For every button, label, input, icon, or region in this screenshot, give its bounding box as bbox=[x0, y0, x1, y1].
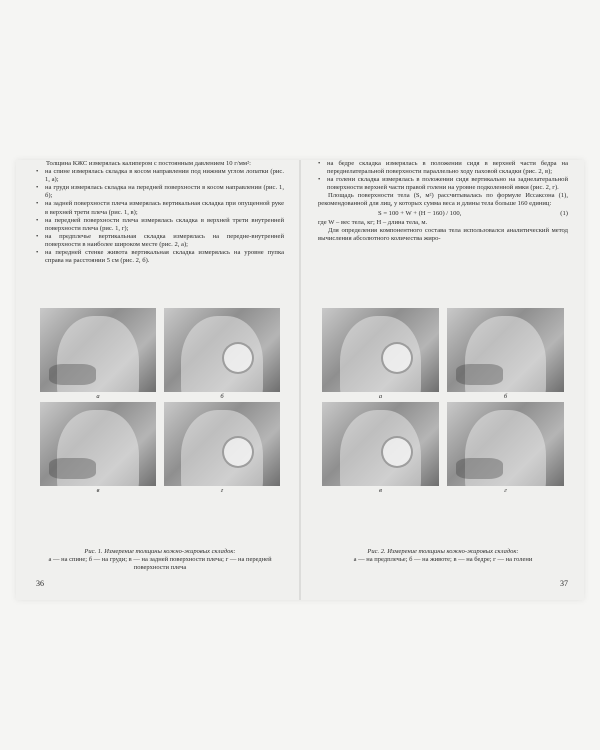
figure-1-photos bbox=[40, 308, 280, 496]
left-page bbox=[36, 160, 284, 600]
photo-letter: а bbox=[378, 393, 383, 400]
list-item: • на задней поверхности плеча измерялась вертикальная складка при опущенной руке в верхней трети плеча (рис. 1, в); bbox=[36, 200, 284, 216]
book-gutter bbox=[299, 160, 301, 600]
photo-letter: в bbox=[96, 487, 100, 494]
photo-chest-skinfold bbox=[164, 308, 280, 392]
photo-back-skinfold bbox=[40, 308, 156, 392]
book-spread bbox=[16, 160, 584, 600]
page-number-left: 36 bbox=[36, 579, 44, 588]
figure-1-cell-c bbox=[40, 402, 156, 496]
photo-letter: в bbox=[379, 487, 382, 494]
figure-1-caption bbox=[36, 548, 284, 572]
figure-2-caption bbox=[318, 548, 568, 564]
figure-2-cell-d bbox=[447, 402, 564, 496]
figure-1-cell-b bbox=[164, 308, 280, 402]
list-item: • на предплечье вертикальная складка измерялась на передне-внутренней поверхности в наиболее широком месте (рис. 2, а); bbox=[36, 232, 284, 248]
photo-abdomen-skinfold bbox=[447, 308, 564, 392]
photo-letter: г bbox=[220, 487, 224, 494]
composition-paragraph: Для определения компонентного состава тела использовался аналитический метод вычисления абсолютного количества жиро- bbox=[318, 226, 568, 242]
figure-2-photos bbox=[322, 308, 564, 496]
photo-letter: г bbox=[504, 487, 507, 494]
page-number-right: 37 bbox=[560, 579, 568, 588]
list-item: • на передней стенке живота вертикальная складка измерялась на уровне пупка справа на расстоянии 5 см (рис. 2, б). bbox=[36, 249, 284, 265]
figure-1-cell-d bbox=[164, 402, 280, 496]
photo-forearm-skinfold bbox=[322, 308, 439, 392]
list-item: • на спине измерялась складка в косом направлении под нижним углом лопатки (рис. 1, а); bbox=[36, 168, 284, 184]
photo-letter: а bbox=[96, 393, 100, 400]
formula: S = 100 + W + (H − 160) / 100, bbox=[378, 209, 462, 217]
list-item: • на передней поверхности плеча измерялась складка в верхней трети внутренней поверхности плеча (рис. 1, г); bbox=[36, 216, 284, 232]
list-item: • на груди измерялась складка на передней поверхности в косом направлении (рис. 1, б); bbox=[36, 184, 284, 200]
figure-2-caption-title: Рис. 2. Измерение толщины кожно-жировых складок: bbox=[367, 548, 519, 555]
photo-front-arm-skinfold bbox=[164, 402, 280, 486]
formula-where: где W – вес тела, кг; H – длина тела, м. bbox=[318, 218, 428, 226]
figure-2-cell-a bbox=[322, 308, 439, 402]
photo-letter: б bbox=[220, 393, 224, 400]
photo-letter: б bbox=[503, 393, 508, 400]
photo-thigh-skinfold bbox=[322, 402, 439, 486]
figure-2-caption-text: а — на предплечье; б — на животе; в — на бедре; г — на голени bbox=[353, 556, 533, 563]
figure-1-caption-text: а — на спине; б — на груди; в — на задней поверхности плеча; г — на передней поверхности плеча bbox=[48, 556, 272, 571]
formula-intro-paragraph: Площадь поверхности тела (S, м²) рассчитывалась по формуле Иссаксона (1), рекомендованной для лиц, у которых сумма веса и длины тела больше 160 единиц: bbox=[318, 192, 568, 208]
photo-rear-arm-skinfold bbox=[40, 402, 156, 486]
formula-number: (1) bbox=[560, 209, 568, 217]
list-item: • на голени складка измерялась в положении сидя вертикально на заднелатеральной поверхности верхней части правой голени на уровне подколенной ямки (рис. 2, г). bbox=[318, 176, 568, 192]
left-intro-paragraph: Толщина КЖС измерялась калипером с постоянным давлением 10 г/мм²: bbox=[46, 160, 251, 167]
figure-2-cell-c bbox=[322, 402, 439, 496]
figure-1-caption-title: Рис. 1. Измерение толщины кожно-жировых складок: bbox=[84, 548, 236, 555]
figure-2-cell-b bbox=[447, 308, 564, 402]
photo-shin-skinfold bbox=[447, 402, 564, 486]
formula-line bbox=[318, 209, 568, 219]
right-page bbox=[318, 160, 568, 600]
list-item: • на бедре складка измерялась в положении сидя в верхней части бедра на переднелатеральной поверхности параллельно ходу паховой складки (рис. 2, в); bbox=[318, 160, 568, 176]
figure-1-cell-a bbox=[40, 308, 156, 402]
